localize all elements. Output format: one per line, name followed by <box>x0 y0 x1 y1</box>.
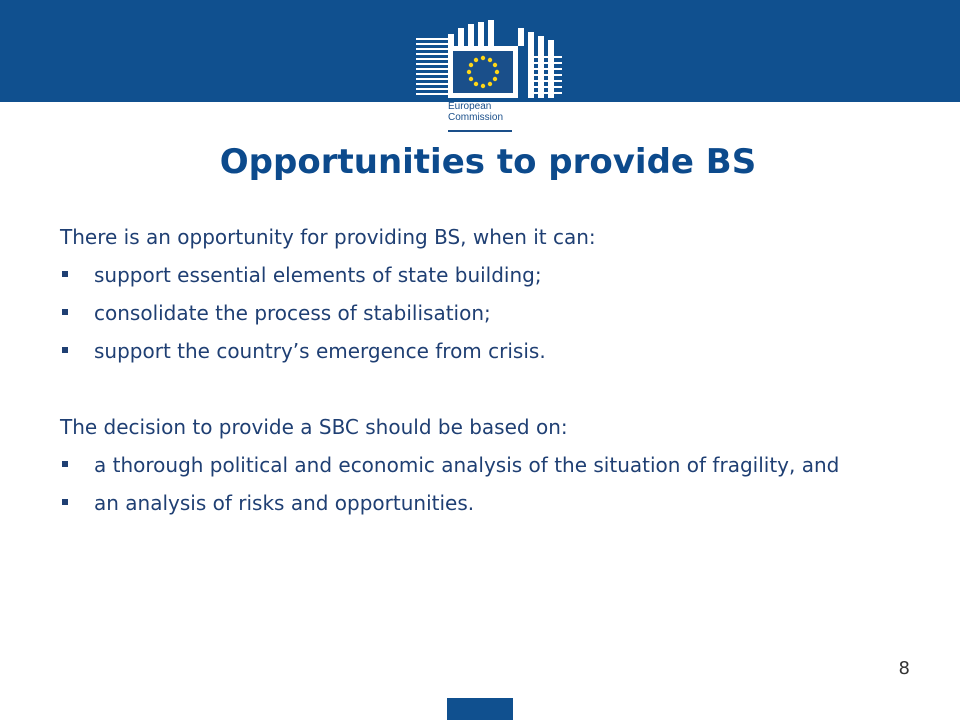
square-bullet-icon <box>62 499 68 505</box>
square-bullet-icon <box>62 309 68 315</box>
intro-text-2: The decision to provide a SBC should be based on: <box>60 415 568 439</box>
page-number: 8 <box>898 658 910 679</box>
list-item: an analysis of risks and opportunities. <box>60 484 920 522</box>
square-bullet-icon <box>62 347 68 353</box>
list-item: a thorough political and economic analysis of the situation of fragility, and <box>60 446 920 484</box>
logo-wordmark <box>448 101 518 123</box>
slide-title: Opportunities to provide BS <box>219 142 757 182</box>
square-bullet-icon <box>62 271 68 277</box>
bullet-list-2 <box>60 446 920 522</box>
square-bullet-icon <box>62 461 68 467</box>
list-item: support essential elements of state building; <box>60 256 920 294</box>
logo-line1: European <box>448 101 492 112</box>
logo-line2: Commission <box>448 112 504 123</box>
list-item: support the country’s emergence from crisis. <box>60 332 920 370</box>
bullet-list-1 <box>60 256 920 370</box>
list-item: consolidate the process of stabilisation; <box>60 294 920 332</box>
spacer <box>60 370 920 408</box>
footer-block <box>447 698 513 720</box>
intro-text-1: There is an opportunity for providing BS, when it can: <box>60 225 596 249</box>
slide-body <box>60 218 920 522</box>
